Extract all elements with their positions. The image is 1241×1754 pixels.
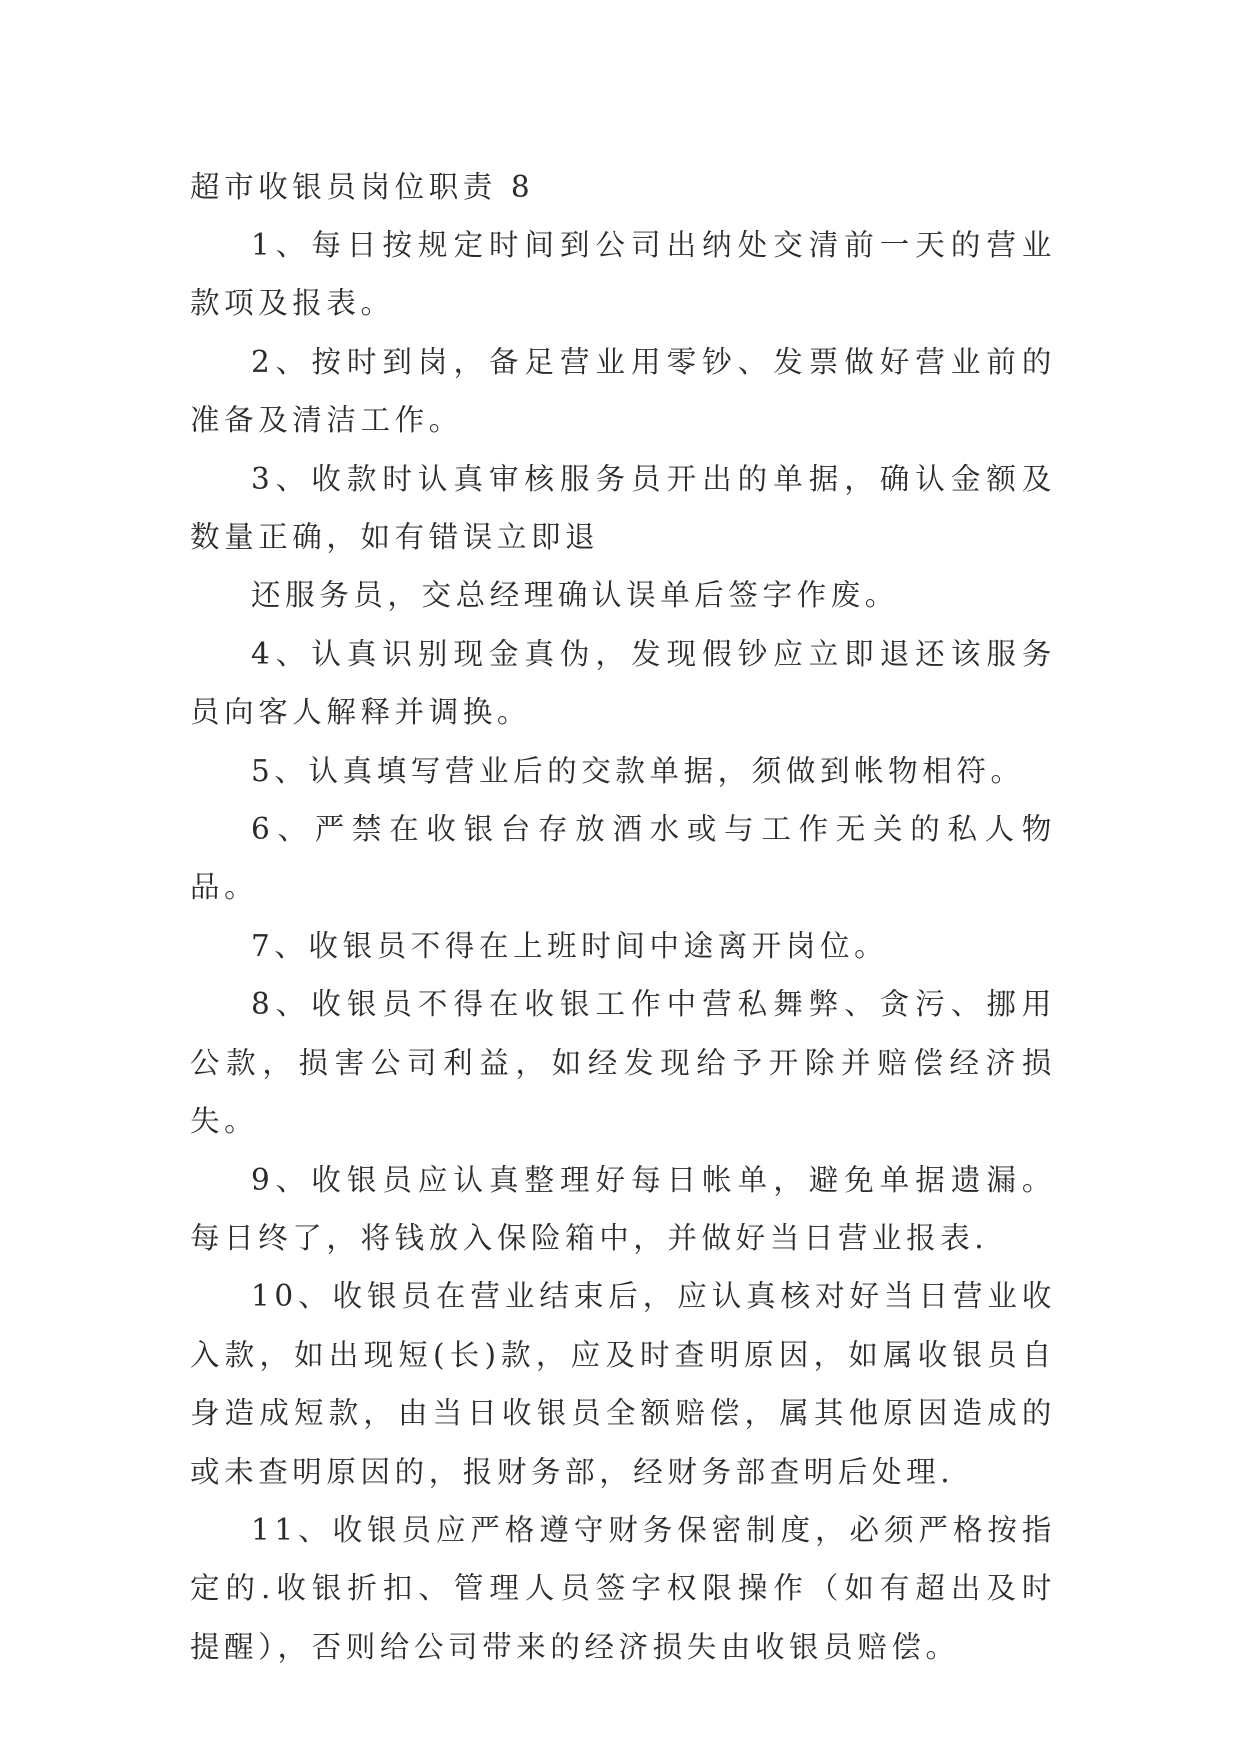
paragraph-item-11: 11、收银员应严格遵守财务保密制度，必须严格按指定的.收银折扣、管理人员签字权限操作（如有超出及时提醒），否则给公司带来的经济损失由收银员赔偿。 [190,1512,1056,1664]
paragraph-item-10: 10、收银员在营业结束后，应认真核对好当日营业收入款，如出现短(长)款，应及时查明原因，如属收银员自身造成短款，由当日收银员全额赔偿，属其他原因造成的或未查明原因的，报财务部，经财务部查明后处理. [190,1279,1056,1489]
paragraph-item-3-continued: 还服务员，交总经理确认误单后签字作废。 [251,578,899,613]
paragraph-item-2: 2、按时到岗，备足营业用零钞、发票做好营业前的准备及清洁工作。 [190,344,1056,438]
document-title: 超市收银员岗位职责 8 [190,170,535,204]
paragraph-item-4: 4、认真识别现金真伪，发现假钞应立即退还该服务员向客人解释并调换。 [190,636,1056,730]
document-page [190,158,1056,1676]
paragraph-item-3: 3、收款时认真审核服务员开出的单据，确认金额及数量正确，如有错误立即退 [190,461,1056,555]
paragraph-item-7: 7、收银员不得在上班时间中途离开岗位。 [251,928,889,963]
paragraph-item-6: 6、严禁在收银台存放酒水或与工作无关的私人物品。 [190,812,1056,905]
paragraph-item-9: 9、收银员应认真整理好每日帐单，避免单据遗漏。每日终了，将钱放入保险箱中，并做好当日营业报表. [190,1162,1056,1255]
paragraph-item-8: 8、收银员不得在收银工作中营私舞弊、贪污、挪用公款，损害公司利益，如经发现给予开除并赔偿经济损失。 [190,987,1056,1139]
paragraph-item-1: 1、每日按规定时间到公司出纳处交清前一天的营业款项及报表。 [190,228,1056,321]
paragraph-item-5: 5、认真填写营业后的交款单据，须做到帐物相符。 [251,753,1025,788]
